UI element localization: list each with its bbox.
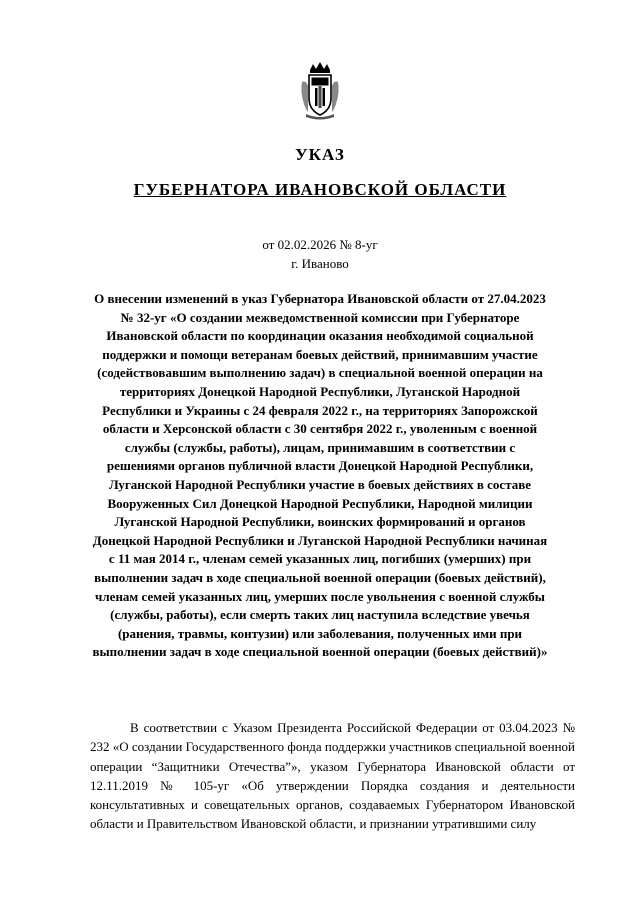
decree-subject: О внесении изменений в указ Губернатора Ивановской области от 27.04.2023 № 32-уг «О создании межведомственной комиссии при Губернаторе Ивановской области по координации оказания необходимой социальной поддержки и помощи ветеранам боевых действий, принимавшим участие (содействовавшим выполнению задач) в специальной военной операции на территориях Донецкой Народной Республики, Луганской Народной Республики и Украины с 24 февраля 2022 г., на территориях Запорожской области и Херсонской области с 30 сентября 2022 г., уволенным с военной службы (службы, работы), лицам, принимавшим в соответствии с решениями органов публичной власти Донецкой Народной Республики, Луганской Народной Республики участие в боевых действиях в составе Вооруженных Сил Донецкой Народной Республики, Народной милиции Луганской Народной Республики, воинских формирований и органов Донецкой Народной Республики и Луганской Народной Республики начиная с 11 мая 2014 г., членам семей указанных лиц, погибших (умерших) при выполнении задач в ходе специальной военной операции (боевых действий), членам семей указанных лиц, умерших после увольнения с военной службы (службы, работы), если смерть таких лиц наступила вследствие увечья (ранения, травмы, контузии) или заболевания, полученных ими при выполнении задач в ходе специальной военной операции (боевых действий)»: [92, 291, 548, 660]
issuer-title: ГУБЕРНАТОРА ИВАНОВСКОЙ ОБЛАСТИ: [133, 180, 507, 199]
body-paragraph: В соответствии с Указом Президента Российской Федерации от 03.04.2023 № 232 «О создании Государственного фонда поддержки участников специальной военной операции “Защитники Отечества”», указом Губернатора Ивановской области от 12.11.2019 № 105-уг «Об утверждении Порядка создания и деятельности консультативных и совещательных органов, создаваемых Губернатором Ивановской области и Правительством Ивановской области, и признании утратившими силу: [90, 720, 575, 832]
decree-city: г. Иваново: [291, 256, 349, 271]
decree-date-number: от 02.02.2026 № 8-уг: [262, 237, 378, 252]
ivanovo-coat-of-arms-icon: [298, 60, 342, 120]
date-block: [0, 235, 640, 273]
document-type-title: УКАЗ: [295, 145, 345, 164]
